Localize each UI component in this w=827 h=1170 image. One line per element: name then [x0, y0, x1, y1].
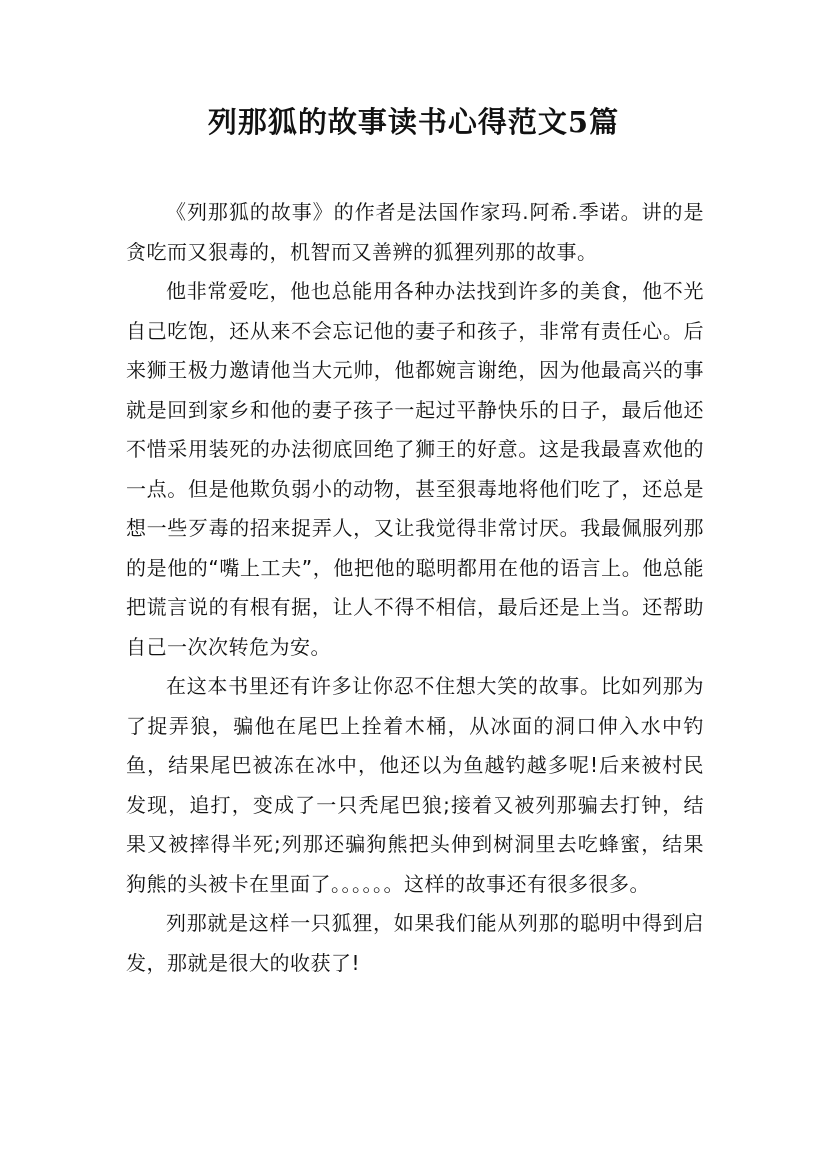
- document-title: 列那狐的故事读书心得范文5篇: [207, 105, 620, 139]
- paragraph-1: 《列那狐的故事》的作者是法国作家玛.阿希.季诺。讲的是贪吃而又狠毒的，机智而又善辨的狐狸列那的故事。: [126, 200, 704, 264]
- paragraph-4: 列那就是这样一只狐狸，如果我们能从列那的聪明中得到启发，那就是很大的收获了!: [126, 911, 704, 975]
- document-body: [126, 193, 704, 983]
- paragraph-3: 在这本书里还有许多让你忍不住想大笑的故事。比如列那为了捉弄狼，骗他在尾巴上拴着木桶，从冰面的洞口伸入水中钓鱼，结果尾巴被冻在冰中，他还以为鱼越钓越多呢!后来被村民发现，追打，变成了一只秃尾巴狼;接着又被列那骗去打钟，结果又被摔得半死;列那还骗狗熊把头伸到树洞里去吃蜂蜜，结果狗熊的头被卡在里面了。。。。。。这样的故事还有很多很多。: [126, 674, 704, 896]
- paragraph-2: 他非常爱吃，他也总能用各种办法找到许多的美食，他不光自己吃饱，还从来不会忘记他的妻子和孩子，非常有责任心。后来狮王极力邀请他当大元帅，他都婉言谢绝，因为他最高兴的事就是回到家乡和他的妻子孩子一起过平静快乐的日子，最后他还不惜采用装死的办法彻底回绝了狮王的好意。这是我最喜欢他的一点。但是他欺负弱小的动物，甚至狠毒地将他们吃了，还总是想一些歹毒的招来捉弄人，又让我觉得非常讨厌。我最佩服列那的是他的“嘴上工夫”，他把他的聪明都用在他的语言上。他总能把谎言说的有根有据，让人不得不相信，最后还是上当。还帮助自己一次次转危为安。: [126, 279, 704, 659]
